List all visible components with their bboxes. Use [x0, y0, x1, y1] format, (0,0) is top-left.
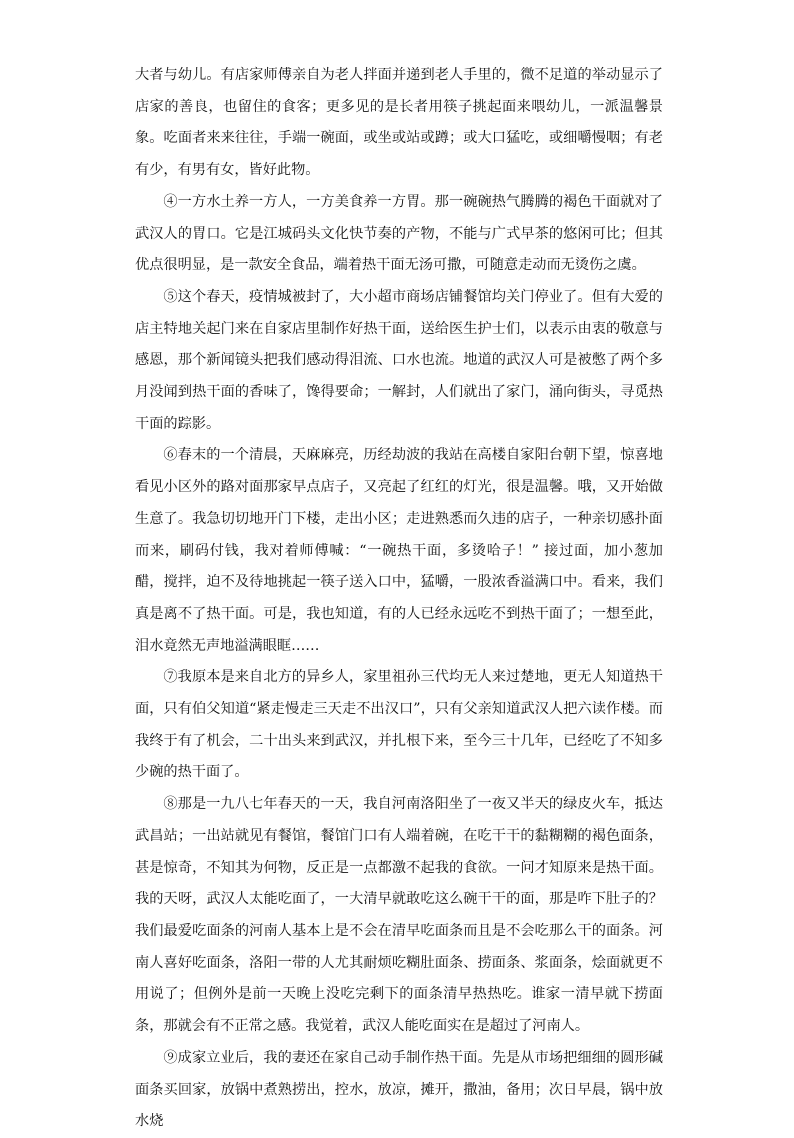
document-page — [135, 60, 663, 1138]
paragraph: ⑧那是一九八七年春天的一天，我自河南洛阳坐了一夜又半天的绿皮火车，抵达武昌站；一出站就见有餐馆，餐馆门口有人端着碗，在吃干干的黏糊糊的褐色面条，甚是惊奇，不知其为何物，反正是一点都激不起我的食欲。一问才知原来是热干面。我的天呀，武汉人太能吃面了，一大清早就敢吃这么碗干干的面，那是咋下肚子的？我们最爱吃面条的河南人基本上是不会在清早吃面条而且是不会吃那么干的面条。河南人喜好吃面条，洛阳一带的人尤其耐烦吃糊肚面条、捞面条、浆面条，烩面就更不用说了；但例外是前一天晚上没吃完剩下的面条清早热热吃。谁家一清早就下捞面条，那就会有不正常之感。我觉着，武汉人能吃面实在是超过了河南人。 — [135, 796, 663, 1035]
paragraph: ⑦我原本是来自北方的异乡人，家里祖孙三代均无人来过楚地，更无人知道热干面，只有伯父知道“紧走慢走三天走不出汉口”，只有父亲知道武汉人把六读作楼。而我终于有了机会，二十出头来到武汉，并扎根下来，至今三十几年，已经吃了不知多少碗的热干面了。 — [135, 669, 663, 781]
paragraph: ⑥春末的一个清晨，天麻麻亮，历经劫波的我站在高楼自家阳台朝下望，惊喜地看见小区外的路对面那家早点店子，又亮起了红红的灯光，很是温馨。哦，又开始做生意了。我急切切地开门下楼，走出小区；走进熟悉而久违的店子，一种亲切感扑面而来，刷码付钱，我对着师傅喊：“一碗热干面，多烫哈子！” 接过面，加小葱加醋，搅拌，迫不及待地挑起一筷子送入口中，猛嚼，一股浓香溢满口中。看来，我们真是离不了热干面。可是，我也知道，有的人已经永远吃不到热干面了；一想至此，泪水竟然无声地溢满眼眶…… — [135, 447, 663, 654]
paragraph: ④一方水土养一方人，一方美食养一方胃。那一碗碗热气腾腾的褐色干面就对了武汉人的胃口。它是江城码头文化快节奏的产物，不能与广式早茶的悠闲可比；但其优点很明显，是一款安全食品，端着热干面无汤可撒，可随意走动而无烫伤之虞。 — [135, 193, 663, 274]
paragraph: ⑤这个春天，疫情城被封了，大小超市商场店铺餐馆均关门停业了。但有大爱的店主特地关起门来在自家店里制作好热干面，送给医生护士们，以表示由衷的敬意与感恩，那个新闻镜头把我们感动得泪流、口水也流。地道的武汉人可是被憋了两个多月没闻到热干面的香味了，馋得要命；一解封，人们就出了家门，涌向街头，寻觅热干面的踪影。 — [135, 288, 663, 432]
paragraph: ⑨成家立业后，我的妻还在家自己动手制作热干面。先是从市场把细细的圆形碱面条买回家，放锅中煮熟捞出，控水，放凉，摊开，撒油，备用；次日早晨，锅中放水烧 — [135, 1049, 663, 1130]
paragraph: 大者与幼儿。有店家师傅亲自为老人拌面并递到老人手里的，微不足道的举动显示了店家的善良，也留住的食客；更多见的是长者用筷子挑起面来喂幼儿，一派温馨景象。吃面者来来往往，手端一碗面，或坐或站或蹲；或大口猛吃，或细嚼慢咽；有老有少，有男有女，皆好此物。 — [135, 67, 663, 179]
